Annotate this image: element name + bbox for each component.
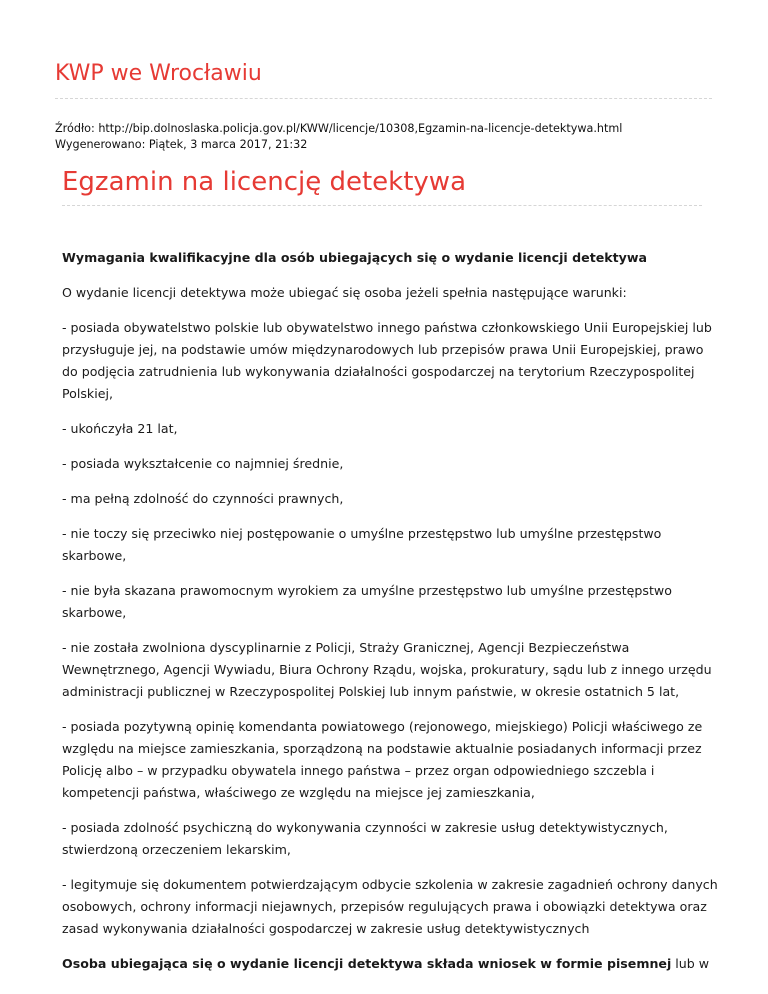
header-divider [55, 98, 712, 99]
requirement-item: - ma pełną zdolność do czynności prawnych, [62, 491, 344, 506]
article-header [62, 166, 702, 206]
requirement-item: - posiada pozytywną opinię komendanta powiatowego (rejonowego, miejskiego) Policji właściwego ze względu na miejsce zamieszkania, sporządzoną na podstawie aktualnie posiadanych informacji przez Policję albo – w przypadku obywatela innego państwa – przez organ odpowiedniego szczebla i kompetencji państwa, właściwego ze względu na miejsce jej zamieszkania, [62, 719, 703, 800]
title-divider [62, 205, 702, 206]
requirement-item: - legitymuje się dokumentem potwierdzającym odbycie szkolenia w zakresie zagadnień ochrony danych osobowych, ochrony informacji niejawnych, przepisów regulujących prawa i obowiązki detektywa oraz zasad wykonywania działalności gospodarczej w zakresie usług detektywistycznych [62, 877, 718, 936]
requirement-item: - nie została zwolniona dyscyplinarnie z Policji, Straży Granicznej, Agencji Bezpieczeństwa Wewnętrznego, Agencji Wywiadu, Biura Ochrony Rządu, wojska, prokuratury, sądu lub z innego urzędu administracji publicznej w Rzeczypospolitej Polskiej lub innym państwie, w okresie ostatnich 5 lat, [62, 640, 712, 699]
article-title: Egzamin na licencję detektywa [62, 167, 467, 197]
requirement-item: - nie toczy się przeciwko niej postępowanie o umyślne przestępstwo lub umyślne przestępstwo skarbowe, [62, 526, 662, 563]
application-text: lub w [671, 956, 710, 971]
application-paragraph [62, 953, 722, 975]
requirement-item: - posiada zdolność psychiczną do wykonywania czynności w zakresie usług detektywistycznych, stwierdzoną orzeczeniem lekarskim, [62, 820, 668, 857]
print-metadata [55, 121, 622, 153]
article-content [62, 247, 722, 988]
requirement-item: - ukończyła 21 lat, [62, 421, 178, 436]
requirement-item: - posiada wykształcenie co najmniej średnie, [62, 456, 344, 471]
site-header [55, 60, 712, 99]
requirement-item: - nie była skazana prawomocnym wyrokiem za umyślne przestępstwo lub umyślne przestępstwo skarbowe, [62, 583, 672, 620]
generated-date: Wygenerowano: Piątek, 3 marca 2017, 21:32 [55, 138, 308, 151]
source-url: Źródło: http://bip.dolnoslaska.policja.gov.pl/KWW/licencje/10308,Egzamin-na-licencje-detektywa.html [55, 122, 623, 135]
requirements-heading: Wymagania kwalifikacyjne dla osób ubiegających się o wydanie licencji detektywa [62, 250, 647, 265]
requirements-intro: O wydanie licencji detektywa może ubiegać się osoba jeżeli spełnia następujące warunki: [62, 285, 627, 300]
site-title: KWP we Wrocławiu [55, 61, 262, 86]
requirement-item: - posiada obywatelstwo polskie lub obywatelstwo innego państwa członkowskiego Unii Europejskiej lub przysługuje jej, na podstawie umów międzynarodowych lub przepisów prawa Unii Europejskiej, prawo do podjęcia zatrudnienia lub wykonywania działalności gospodarczej na terytorium Rzeczypospolitej Polskiej, [62, 320, 712, 401]
application-bold-text: Osoba ubiegająca się o wydanie licencji detektywa składa wniosek w formie pisemnej [62, 956, 672, 971]
